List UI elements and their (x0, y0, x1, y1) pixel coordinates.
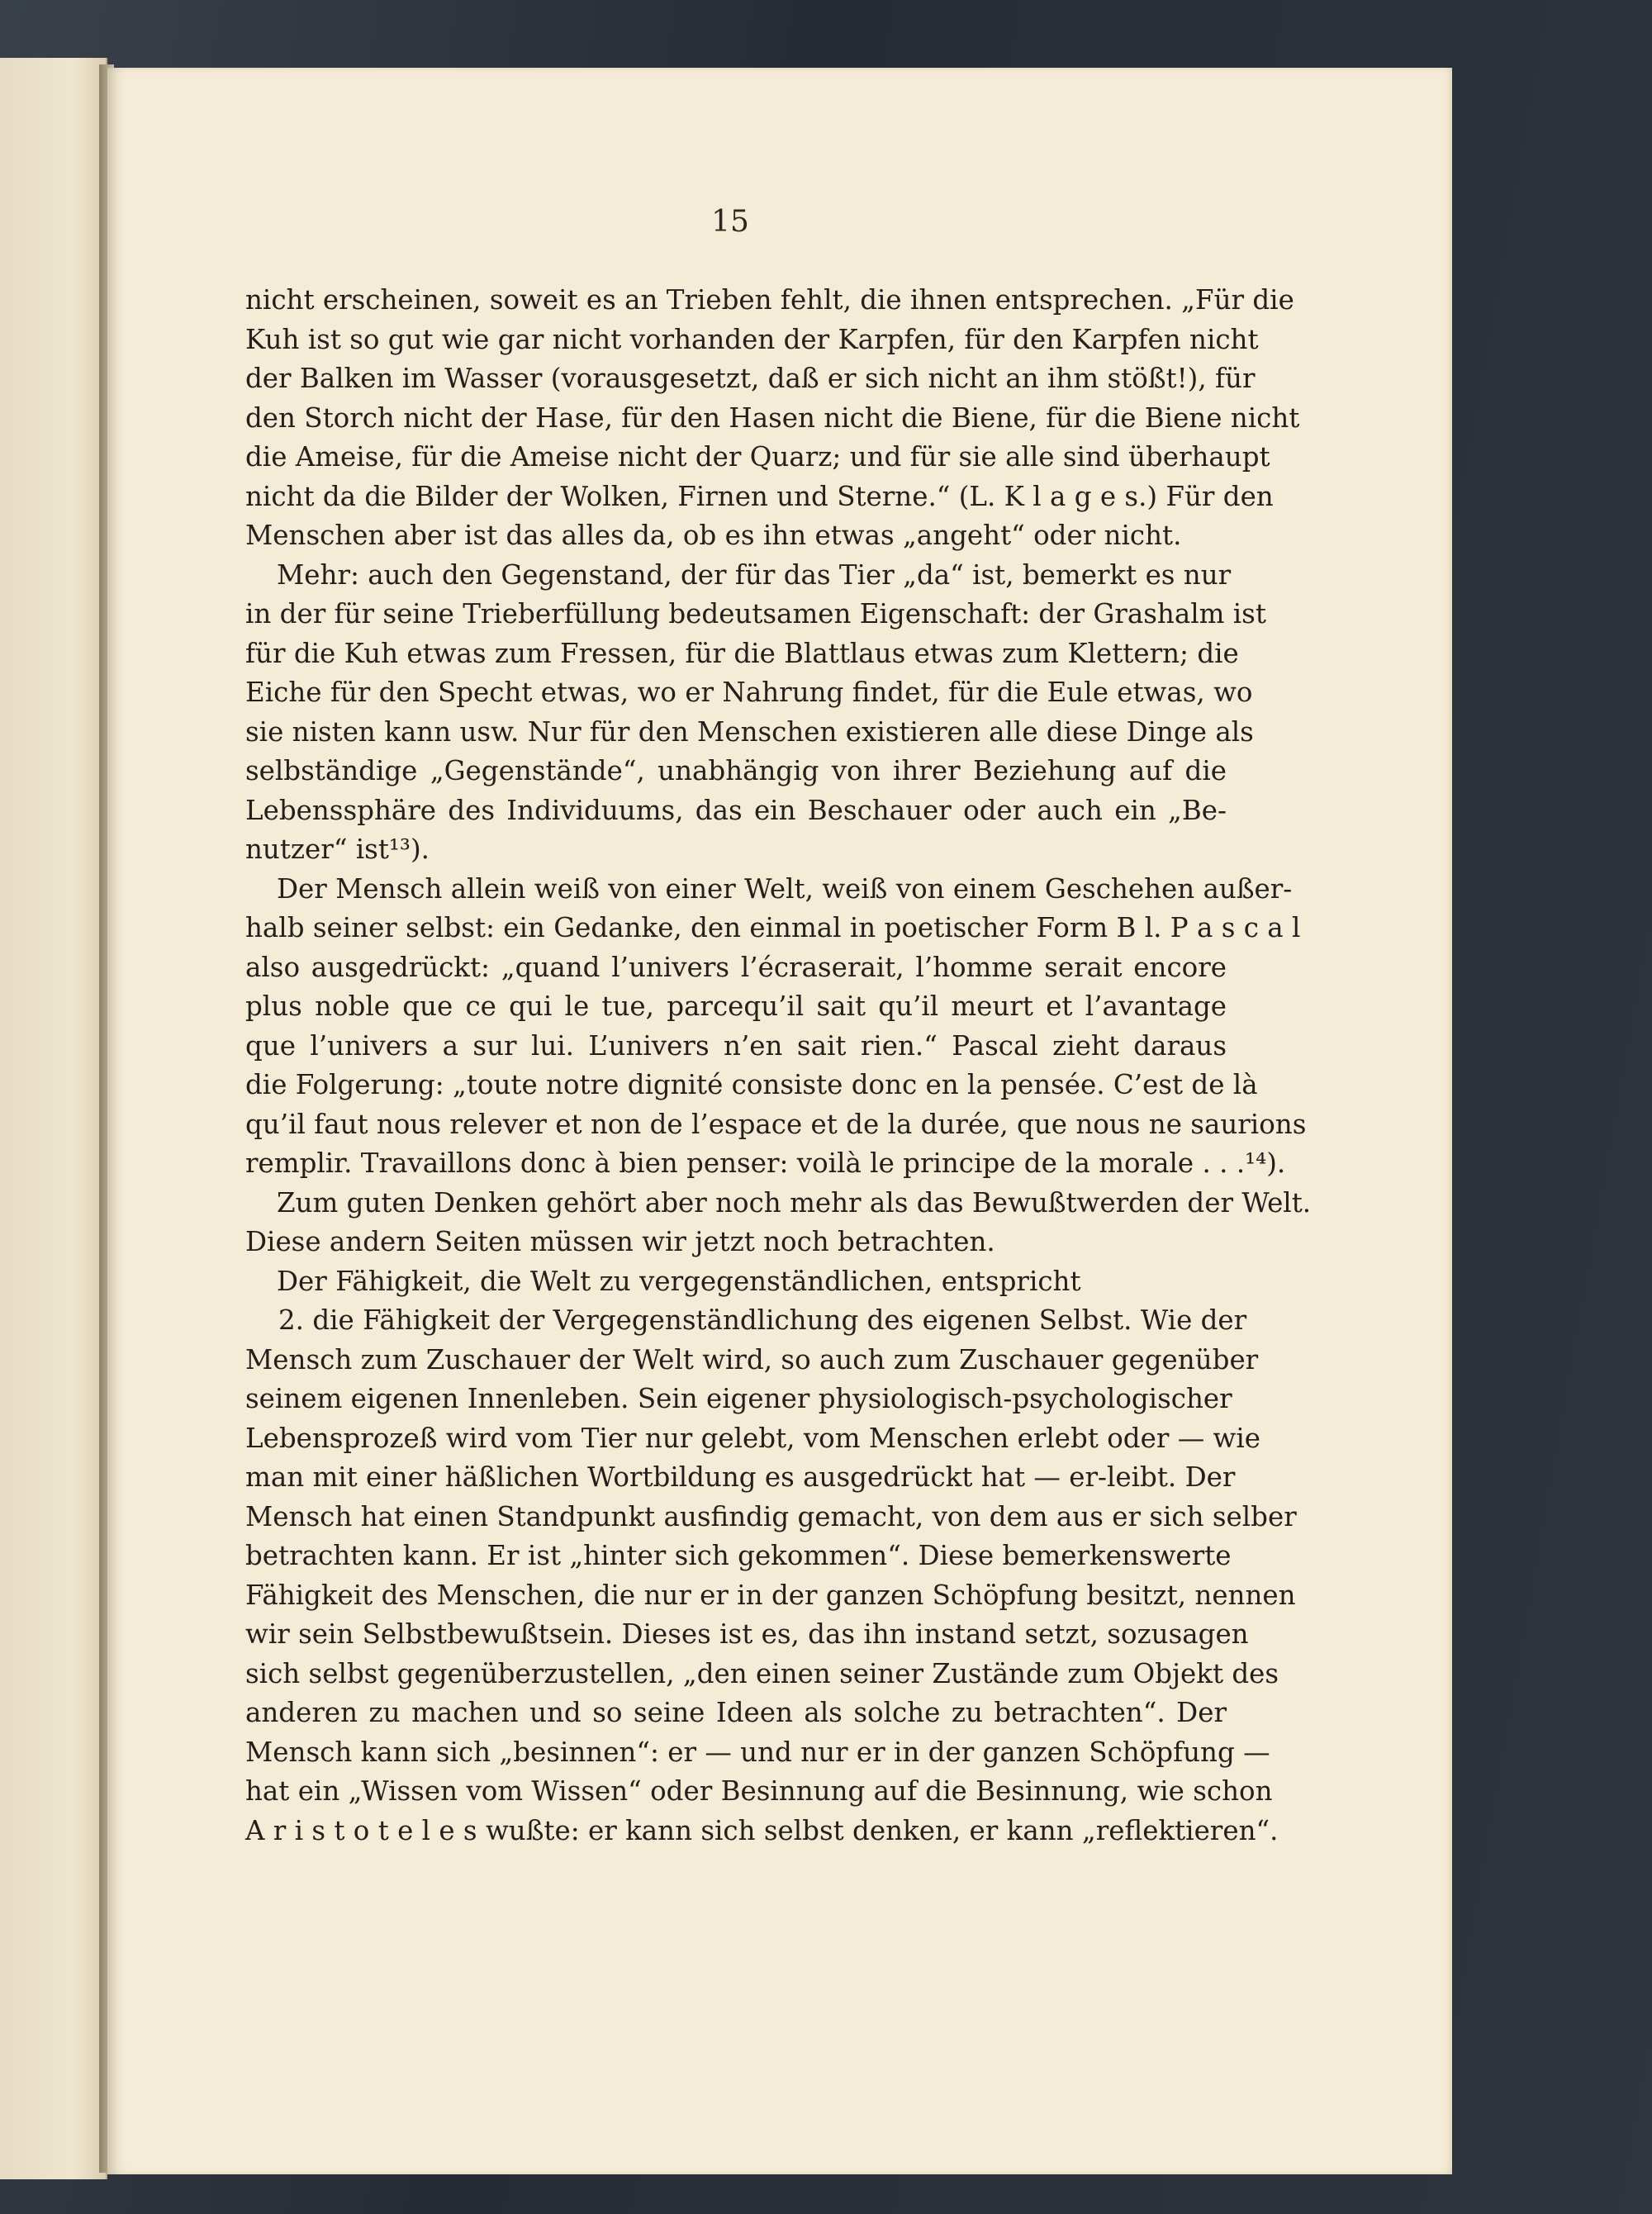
text-line: 2. die Fähigkeit der Vergegenständlichung des eigenen Selbst. Wie der (278, 1304, 1247, 1336)
text-line: Diese andern Seiten müssen wir jetzt noch betrachten. (245, 1226, 995, 1257)
text-line: selbständige „Gegenstände“, unabhängig von ihrer Beziehung auf die (245, 755, 1227, 786)
text-line: anderen zu machen und so seine Ideen als solche zu betrachten“. Der (245, 1697, 1227, 1728)
text-line: wir sein Selbstbewußtsein. Dieses ist es, das ihn instand setzt, sozusagen (245, 1618, 1249, 1650)
text-line: hat ein „Wissen vom Wissen“ oder Besinnung auf die Besinnung, wie schon (245, 1775, 1273, 1807)
text-line: Zum guten Denken gehört aber noch mehr als das Bewußtwerden der Welt. (277, 1186, 1312, 1219)
text-line: que l’univers a sur lui. L’univers n’en sait rien.“ Pascal zieht daraus (245, 1029, 1227, 1062)
text-line: die Folgerung: „toute notre dignité consiste donc en la pensée. C’est de là (245, 1069, 1258, 1100)
text-line: sich selbst gegenüberzustellen, „den einen seiner Zustände zum Objekt des (245, 1657, 1279, 1689)
text-line: Menschen aber ist das alles da, ob es ihn etwas „angeht“ oder nicht. (245, 520, 1182, 551)
text-line: qu’il faut nous relever et non de l’espace et de la durée, que nous ne saurions (245, 1108, 1307, 1140)
text-line: nicht da die Bilder der Wolken, Firnen und Sterne.“ (L. K l a g e s.) Für den (245, 480, 1274, 512)
text-line: Lebensprozeß wird vom Tier nur gelebt, vom Menschen erlebt oder — wie (245, 1422, 1260, 1454)
text-line: Mensch kann sich „besinnen“: er — und nur er in der ganzen Schöpfung — (245, 1736, 1270, 1768)
text-line: Der Fähigkeit, die Welt zu vergegenständlichen, entspricht (277, 1265, 1081, 1297)
text-line: Mensch hat einen Standpunkt ausfindig gemacht, von dem aus er sich selber (245, 1500, 1297, 1532)
text-line: remplir. Travaillons donc à bien penser: voilà le principe de la morale . . .¹⁴). (245, 1147, 1286, 1179)
text-line: Mehr: auch den Gegenstand, der für das Tier „da“ ist, bemerkt es nur (277, 558, 1232, 591)
text-line: den Storch nicht der Hase, für den Hasen nicht die Biene, für die Biene nicht (245, 401, 1300, 434)
text-line: Kuh ist so gut wie gar nicht vorhanden der Karpfen, für den Karpfen nicht (245, 323, 1259, 355)
previous-page-edge (0, 58, 107, 2179)
text-line: seinem eigenen Innenleben. Sein eigener physiologisch-psychologischer (245, 1383, 1232, 1414)
text-line: sie nisten kann usw. Nur für den Menschen existieren alle diese Dinge als (245, 715, 1254, 748)
text-line: für die Kuh etwas zum Fressen, für die Blattlaus etwas zum Klettern; die (245, 637, 1239, 669)
text-line: in der für seine Trieberfüllung bedeutsamen Eigenschaft: der Grashalm ist (245, 598, 1266, 630)
text-line: betrachten kann. Er ist „hinter sich gekommen“. Diese bemerkenswerte (245, 1540, 1232, 1571)
body-text (245, 281, 1312, 1851)
text-line: die Ameise, für die Ameise nicht der Quarz; und für sie alle sind überhaupt (245, 441, 1270, 473)
text-line: der Balken im Wasser (vorausgesetzt, daß er sich nicht an ihm stößt!), für (245, 363, 1256, 394)
text-line: Lebenssphäre des Individuums, das ein Beschauer oder auch ein „Be- (245, 794, 1227, 826)
text-line: nutzer“ ist¹³). (245, 834, 430, 865)
text-line: A r i s t o t e l e s wußte: er kann sich selbst denken, er kann „reflektieren“. (245, 1814, 1279, 1846)
text-line: Der Mensch allein weiß von einer Welt, weiß von einem Geschehen außer- (277, 872, 1293, 905)
page-number: 15 (711, 205, 749, 239)
text-line: nicht erscheinen, soweit es an Trieben fehlt, die ihnen entsprechen. „Für die (245, 284, 1294, 316)
text-line: Eiche für den Specht etwas, wo er Nahrung findet, für die Eule etwas, wo (245, 677, 1253, 708)
text-line: man mit einer häßlichen Wortbildung es ausgedrückt hat — er-leibt. Der (245, 1461, 1236, 1493)
text-line: also ausgedrückt: „quand l’univers l’écraserait, l’homme serait encore (245, 951, 1227, 983)
text-line: plus noble que ce qui le tue, parcequ’il sait qu’il meurt et l’avantage (245, 991, 1227, 1022)
text-line: halb seiner selbst: ein Gedanke, den einmal in poetischer Form B l. P a s c a l (245, 912, 1301, 943)
text-line: Mensch zum Zuschauer der Welt wird, so auch zum Zuschauer gegenüber (245, 1343, 1259, 1375)
text-line: Fähigkeit des Menschen, die nur er in der ganzen Schöpfung besitzt, nennen (245, 1579, 1296, 1611)
